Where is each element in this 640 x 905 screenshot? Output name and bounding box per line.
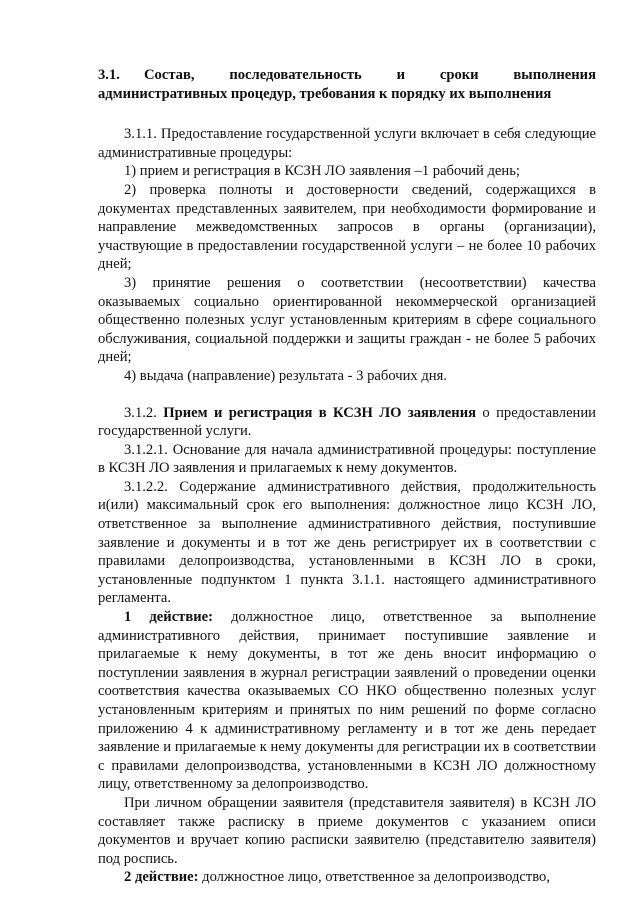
list-item-3: 3) принятие решения о соответствии (несоответствии) качества оказываемых социально ориентированной некоммерческой организацией общественно полезных услуг установленным критериям в сфере социального обслуживания, социальной поддержки и защиты граждан - не более 5 рабочих дней; (98, 274, 596, 366)
action-2-paragraph (98, 868, 596, 887)
action-2-label: 2 действие: (124, 869, 199, 886)
section-title: Состав, последовательность и сроки выполнения административных процедур, требования к порядку их выполнения (98, 67, 596, 102)
paragraph-3-1-2-number: 3.1.2. (124, 404, 157, 421)
paragraph-3-1-2-2: 3.1.2.2. Содержание административного действия, продолжительность и(или) максимальный срок его выполнения: должностное лицо КСЗН ЛО, ответственное за выполнение административного действия, поступившие заявление и документы и в тот же день регистрирует их в соответствии с правилами делопроизводства, установленными в КСЗН ЛО в сроки, установленные подпунктом 1 пункта 3.1.1. настоящего административного регламента. (98, 478, 596, 607)
paragraph-3-1-2 (98, 404, 596, 441)
list-item-2: 2) проверка полноты и достоверности сведений, содержащихся в документах представленных заявителем, при необходимости формирование и направление межведомственных запросов в органы (организации), участвующие в предоставлении государственной услуги – не более 10 рабочих дней; (98, 181, 596, 273)
section-number: 3.1. (98, 67, 120, 83)
paragraph-3-1-2-bold: Прием и регистрация в КСЗН ЛО заявления (163, 404, 476, 421)
action-1-text: должностное лицо, ответственное за выполнение административного действия, принимает поступившие заявление и прилагаемые к нему документы, в тот же день вносит информацию о поступлении заявления в журнал регистрации заявлений о проведении оценки соответствия качества оказываемых СО НКО общественно полезных услуг установленным критериям и принятых по ним решений по форме согласно приложению 4 к административному регламенту и в тот же день передает заявление и прилагаемые к нему документы для регистрации их в соответствии с правилами делопроизводства, установленными в КСЗН ЛО должностному лицу, ответственному за делопроизводство. (98, 609, 596, 793)
paragraph-3-1-2-rest: о предоставлении государственной услуги. (98, 404, 596, 440)
action-1-paragraph (98, 608, 596, 794)
action-2-text: должностное лицо, ответственное за делопроизводство, (198, 869, 550, 886)
paragraph-3-1-2-1: 3.1.2.1. Основание для начала административной процедуры: поступление в КСЗН ЛО заявления и прилагаемых к нему документов. (98, 441, 596, 477)
paragraph-3-1-1-intro: 3.1.1. Предоставление государственной услуги включает в себя следующие административные процедуры: (98, 126, 596, 161)
personal-appeal-paragraph: При личном обращении заявителя (представителя заявителя) в КСЗН ЛО составляет также расписку в приеме документов с указанием описи документов и вручает копию расписки заявителю (представителю заявителя) под роспись. (98, 794, 596, 867)
action-1-label: 1 действие: (124, 609, 213, 626)
section-heading (98, 66, 596, 103)
list-item-4: 4) выдача (направление) результата - 3 рабочих дня. (124, 367, 447, 384)
list-item-1: 1) прием и регистрация в КСЗН ЛО заявления –1 рабочий день; (124, 163, 520, 180)
